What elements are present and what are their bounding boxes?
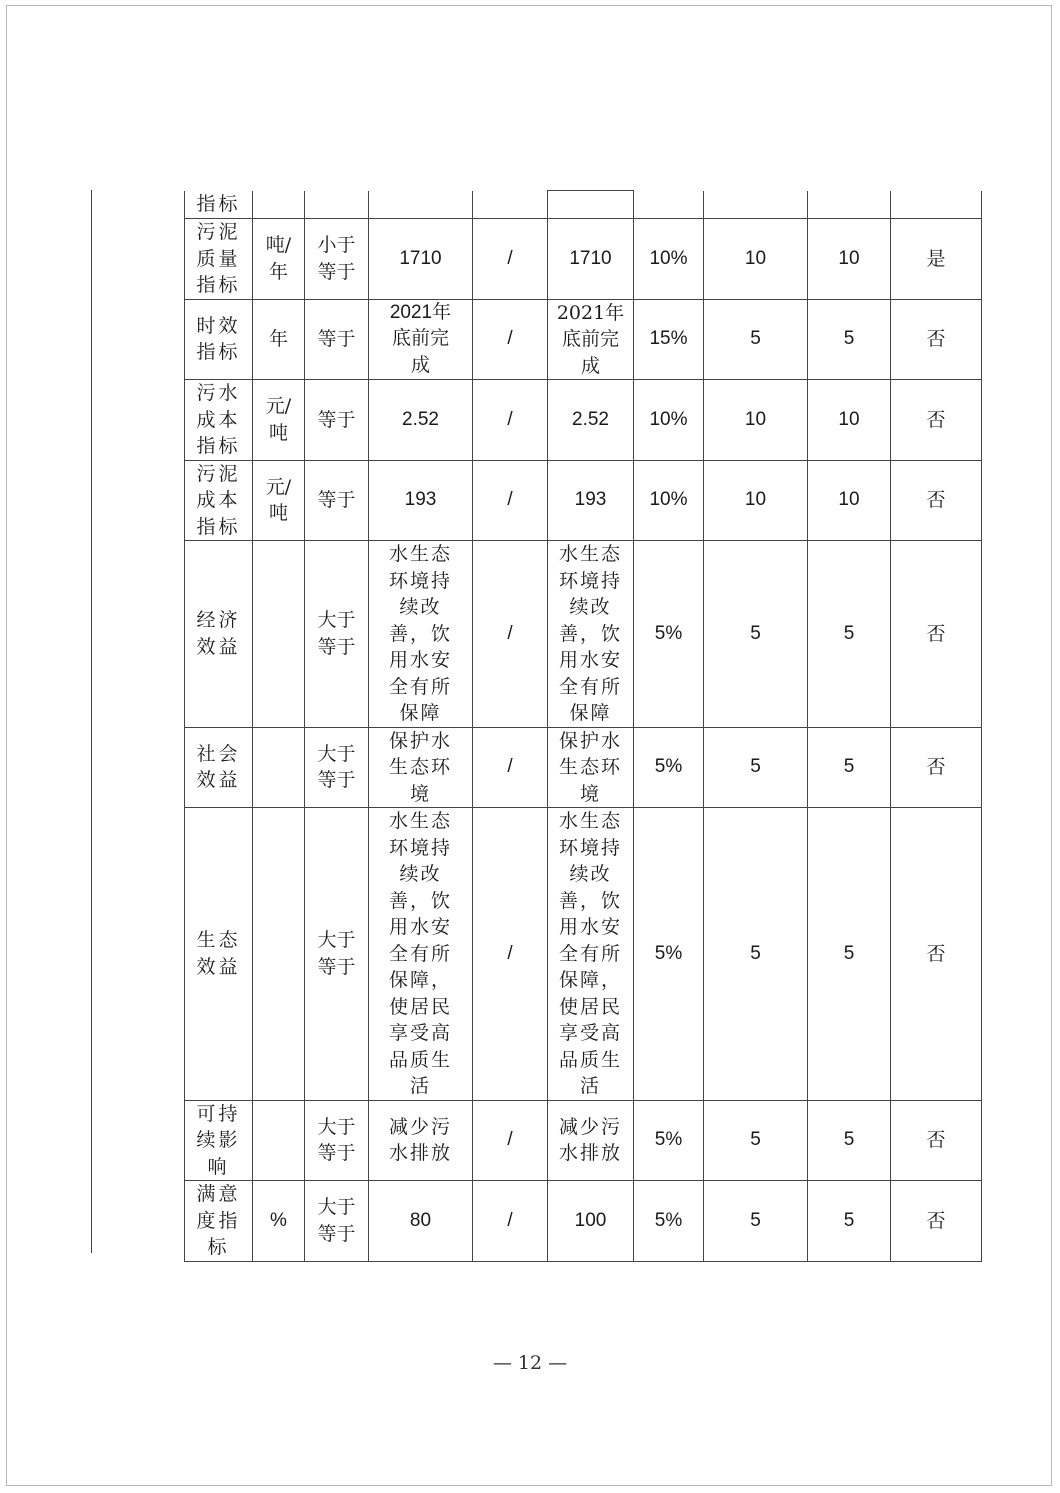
indicator-name-cell: 指标	[185, 191, 253, 219]
score-cell: 10	[704, 219, 808, 300]
score-cell: 5	[808, 1181, 891, 1262]
table-row	[185, 219, 982, 300]
weight-cell: 5%	[634, 1100, 704, 1181]
flag-cell: 否	[891, 380, 982, 461]
table-row-partial	[185, 191, 982, 219]
score-cell: 5	[808, 1100, 891, 1181]
separator-cell: /	[473, 299, 548, 380]
indicator-name-cell: 经济效益	[185, 541, 253, 728]
actual-value-cell: 193	[548, 460, 634, 541]
target-value-cell: 水生态环境持续改善，饮用水安全有所保障	[369, 541, 473, 728]
score-cell: 10	[808, 219, 891, 300]
score-cell: 5	[704, 541, 808, 728]
indicator-name-cell: 社会效益	[185, 727, 253, 808]
flag-cell: 否	[891, 541, 982, 728]
unit-cell: 吨/年	[253, 219, 305, 300]
target-value-cell: 2021年底前完成	[369, 299, 473, 380]
operator-cell: 大于等于	[305, 1181, 369, 1262]
table-row	[185, 541, 982, 728]
flag-cell: 否	[891, 1100, 982, 1181]
target-value-cell: 1710	[369, 219, 473, 300]
flag-cell: 是	[891, 219, 982, 300]
separator-cell: /	[473, 1181, 548, 1262]
score-cell: 5	[704, 1181, 808, 1262]
operator-cell: 等于	[305, 380, 369, 461]
score-cell: 5	[704, 808, 808, 1101]
indicator-name-cell: 生态效益	[185, 808, 253, 1101]
binding-margin-line	[91, 190, 92, 1253]
actual-value-cell: 1710	[548, 219, 634, 300]
unit-cell	[253, 1100, 305, 1181]
actual-value-cell: 减少污水排放	[548, 1100, 634, 1181]
unit-cell: 年	[253, 299, 305, 380]
separator-cell: /	[473, 460, 548, 541]
target-value-cell: 减少污水排放	[369, 1100, 473, 1181]
operator-cell: 大于等于	[305, 1100, 369, 1181]
weight-cell: 5%	[634, 541, 704, 728]
operator-cell: 大于等于	[305, 727, 369, 808]
operator-cell: 等于	[305, 460, 369, 541]
indicator-name-cell: 满意度指标	[185, 1181, 253, 1262]
weight-cell: 5%	[634, 727, 704, 808]
target-value-cell: 保护水生态环境	[369, 727, 473, 808]
page-number: — 12 —	[492, 1352, 568, 1374]
table-row	[185, 727, 982, 808]
weight-cell: 5%	[634, 1181, 704, 1262]
score-cell: 10	[808, 460, 891, 541]
score-cell: 5	[704, 727, 808, 808]
target-value-cell: 80	[369, 1181, 473, 1262]
separator-cell: /	[473, 219, 548, 300]
indicator-name-cell: 污水成本指标	[185, 380, 253, 461]
flag-cell: 否	[891, 460, 982, 541]
weight-cell: 10%	[634, 219, 704, 300]
score-cell: 5	[808, 727, 891, 808]
table-row	[185, 1100, 982, 1181]
unit-cell	[253, 727, 305, 808]
table-row	[185, 1181, 982, 1262]
flag-cell: 否	[891, 299, 982, 380]
actual-value-cell: 2021年底前完成	[548, 299, 634, 380]
actual-value-cell: 水生态环境持续改善，饮用水安全有所保障，使居民享受高品质生活	[548, 808, 634, 1101]
weight-cell: 10%	[634, 460, 704, 541]
score-cell: 5	[808, 541, 891, 728]
operator-cell: 小于等于	[305, 219, 369, 300]
indicator-name-cell: 污泥质量指标	[185, 219, 253, 300]
indicator-name-cell: 可持续影响	[185, 1100, 253, 1181]
unit-cell: %	[253, 1181, 305, 1262]
indicator-name-cell: 时效指标	[185, 299, 253, 380]
flag-cell: 否	[891, 1181, 982, 1262]
flag-cell: 否	[891, 808, 982, 1101]
flag-cell: 否	[891, 727, 982, 808]
weight-cell: 10%	[634, 380, 704, 461]
actual-value-cell: 保护水生态环境	[548, 727, 634, 808]
unit-cell	[253, 541, 305, 728]
operator-cell: 大于等于	[305, 808, 369, 1101]
score-cell: 5	[704, 299, 808, 380]
separator-cell: /	[473, 380, 548, 461]
unit-cell: 元/吨	[253, 380, 305, 461]
target-value-cell: 2.52	[369, 380, 473, 461]
unit-cell: 元/吨	[253, 460, 305, 541]
table-row	[185, 460, 982, 541]
actual-value-cell: 100	[548, 1181, 634, 1262]
indicator-name-cell: 污泥成本指标	[185, 460, 253, 541]
operator-cell: 等于	[305, 299, 369, 380]
score-cell: 5	[808, 808, 891, 1101]
score-cell: 10	[704, 460, 808, 541]
separator-cell: /	[473, 541, 548, 728]
score-cell: 10	[704, 380, 808, 461]
score-cell: 10	[808, 380, 891, 461]
table-row	[185, 808, 982, 1101]
actual-value-cell: 水生态环境持续改善，饮用水安全有所保障	[548, 541, 634, 728]
score-cell: 5	[704, 1100, 808, 1181]
weight-cell: 5%	[634, 808, 704, 1101]
performance-indicator-table	[184, 190, 982, 1262]
separator-cell: /	[473, 1100, 548, 1181]
target-value-cell: 193	[369, 460, 473, 541]
unit-cell	[253, 808, 305, 1101]
table-row	[185, 380, 982, 461]
separator-cell: /	[473, 727, 548, 808]
score-cell: 5	[808, 299, 891, 380]
operator-cell: 大于等于	[305, 541, 369, 728]
weight-cell: 15%	[634, 299, 704, 380]
actual-value-cell: 2.52	[548, 380, 634, 461]
table-row	[185, 299, 982, 380]
separator-cell: /	[473, 808, 548, 1101]
target-value-cell: 水生态环境持续改善，饮用水安全有所保障，使居民享受高品质生活	[369, 808, 473, 1101]
